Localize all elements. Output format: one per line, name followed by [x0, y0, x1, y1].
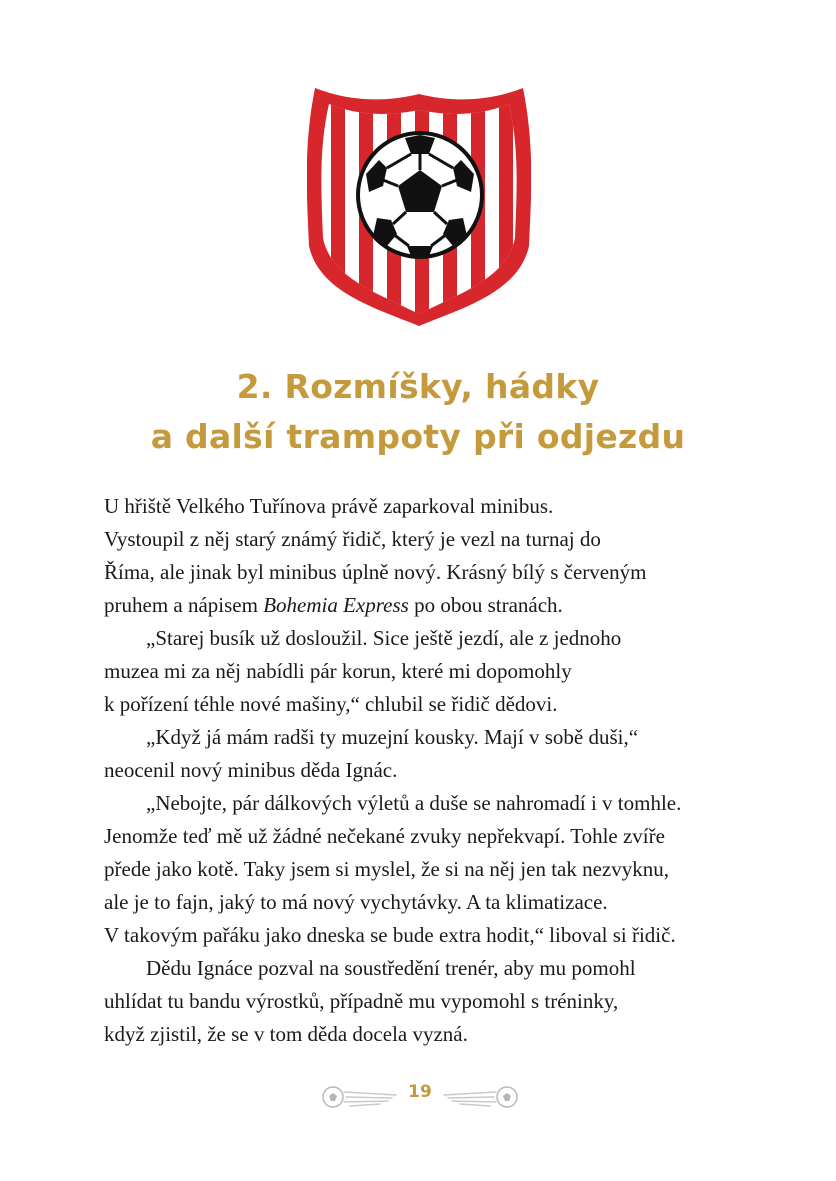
text-line: [104, 589, 744, 622]
football-crest-icon: [307, 88, 531, 326]
text-segment: po obou stranách.: [408, 593, 563, 617]
text-line: neocenil nový minibus děda Ignác.: [104, 758, 398, 782]
text-line: „Nebojte, pár dálkových výletů a duše se nahromadí i v tomhle.: [146, 791, 682, 815]
text-line: Dědu Ignáce pozval na soustředění trenér, aby mu pomohl: [146, 956, 636, 980]
ball-swoosh-right-icon: [440, 1084, 520, 1110]
text-line: Říma, ale jinak byl minibus úplně nový. Krásný bílý s červeným: [104, 560, 647, 584]
page-number: 19: [408, 1082, 432, 1102]
text-line: ale je to fajn, jaký to má nový vychytávky. A ta klimatizace.: [104, 890, 608, 914]
text-line: uhlídat tu bandu výrostků, případně mu vypomohl s tréninky,: [104, 989, 619, 1013]
text-segment: pruhem a nápisem: [104, 593, 264, 617]
text-line: Vystoupil z něj starý známý řidič, který je vezl na turnaj do: [104, 527, 601, 551]
text-line: U hřiště Velkého Tuřínova právě zaparkoval minibus.: [104, 494, 554, 518]
text-line: přede jako kotě. Taky jsem si myslel, že si na něj jen tak nezvyknu,: [104, 857, 669, 881]
text-line: „Starej busík už dosloužil. Sice ještě jezdí, ale z jednoho: [146, 626, 622, 650]
text-line: V takovým pařáku jako dneska se bude extra hodit,“ liboval si řidič.: [104, 923, 676, 947]
page-footer: [320, 1080, 520, 1116]
text-line: muzea mi za něj nabídli pár korun, které mi dopomohly: [104, 659, 572, 683]
text-line: když zjistil, že se v tom děda docela vyzná.: [104, 1022, 468, 1046]
text-line: k pořízení téhle nové mašiny,“ chlubil se řidič dědovi.: [104, 692, 558, 716]
chapter-title-line-1: 2. Rozmíšky, hádky: [236, 367, 600, 406]
chapter-body: [104, 490, 744, 1051]
chapter-title: [0, 362, 836, 462]
text-line: „Když já mám radši ty muzejní kousky. Mají v sobě duši,“: [146, 725, 639, 749]
text-line: Jenomže teď mě už žádné nečekané zvuky nepřekvapí. Tohle zvíře: [104, 824, 665, 848]
bus-name-italic: Bohemia Express: [263, 593, 409, 617]
chapter-title-line-2: a další trampoty při odjezdu: [150, 417, 686, 456]
ball-swoosh-left-icon: [320, 1084, 400, 1110]
